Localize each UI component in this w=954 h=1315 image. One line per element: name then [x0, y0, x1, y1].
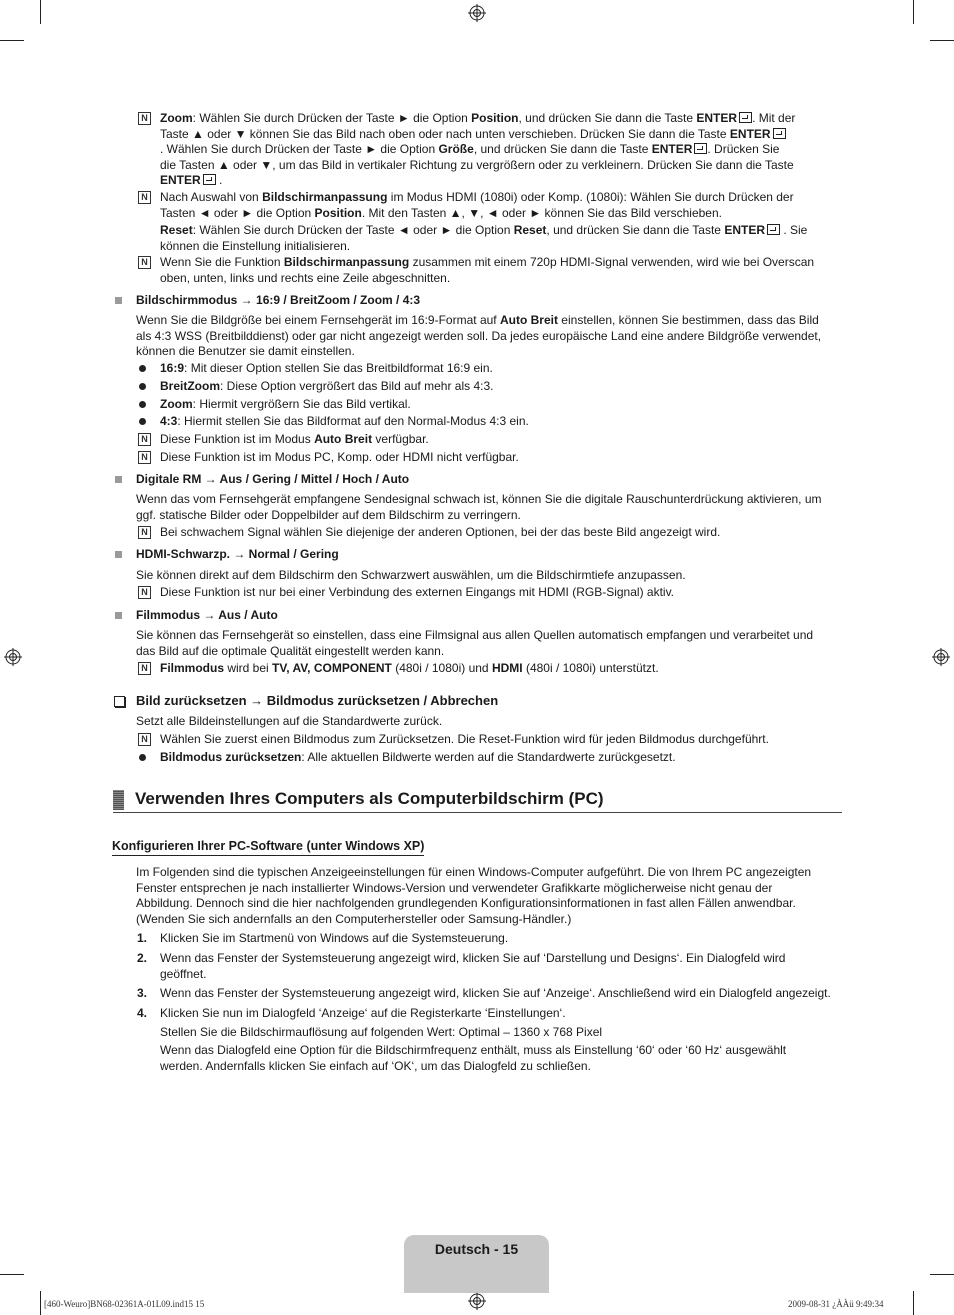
digitale-rm-note: Bei schwachem Signal wählen Sie diejenige der anderen Optionen, bei der das beste Bild angezeigt wird. [160, 525, 721, 539]
filmmodus-heading: Filmmodus → Aus / Auto [136, 608, 278, 622]
note-icon: N [138, 191, 151, 204]
step-number: 3. [137, 986, 148, 1000]
section-title: Verwenden Ihres Computers als Computerbildschirm (PC) [135, 789, 604, 808]
enter-key-icon [739, 112, 752, 123]
section-bullet [115, 476, 122, 483]
step-text: Klicken Sie nun im Dialogfeld ‘Anzeige‘ auf die Registerkarte ‘Einstellungen‘. Stellen Sie die Bildschirmauflösung auf folgenden Wert: Optimal – 1360 x 768 Pixel Wenn das Dialogfeld eine Option für die Bildschirmfrequenz enthält, muss als Einstellung ‘60‘ oder ‘60 Hz‘ ausgewählt werden. Andernfalls klicken Sie einfach auf ‘OK‘, um das Dialogfeld zu schließen. [160, 1006, 787, 1073]
enter-key-icon [773, 128, 786, 139]
registration-mark-icon [468, 4, 486, 22]
print-slug-right: 2009-08-31 ¿ÀÀü 9:49:34 [788, 1299, 884, 1309]
bullet-dot [139, 418, 146, 425]
crop-mark [0, 1274, 24, 1275]
crop-mark [930, 40, 954, 41]
note-icon: N [138, 112, 151, 125]
bullet-dot [139, 754, 146, 761]
hdmi-schwarzpegel-heading: HDMI-Schwarzp. → Normal / Gering [136, 547, 339, 561]
registration-mark-icon [932, 648, 950, 666]
auto-breit-note: Diese Funktion ist im Modus Auto Breit verfügbar. [160, 432, 429, 446]
list-item: 4:3: Hiermit stellen Sie das Bildformat auf den Normal-Modus 4:3 ein. [160, 414, 529, 428]
pc-intro-text: Im Folgenden sind die typischen Anzeigeeinstellungen für einen Windows-Computer aufgeführt. Die von Ihrem PC angezeigten Fenster entsprechen je nach installierter Windows-Version und verwendeter Grafikkarte möglicherweise nicht genau der Abbildung. Dennoch sind die hier nachfolgenden grundlegenden Konfigurationsinformationen in fast allen Fällen anwendbar. (Wenden Sie sich andernfalls an den Computerhersteller oder Samsung-Händler.) [136, 865, 812, 926]
note-icon: N [138, 662, 151, 675]
step-number: 4. [137, 1006, 148, 1020]
print-slug-left: [460-Weuro]BN68-02361A-01L09.ind15 15 [44, 1299, 205, 1309]
hdmi-schwarzpegel-text: Sie können direkt auf dem Bildschirm den Schwarzwert auswählen, um die Bildschirmtiefe anzupassen. [136, 568, 686, 582]
crop-mark [40, 0, 41, 24]
section-rule [113, 812, 842, 813]
step-number: 2. [137, 951, 148, 965]
enter-key-icon [203, 174, 216, 185]
page-number: Deutsch - 15 [434, 1241, 519, 1257]
note-icon: N [138, 256, 151, 269]
bildschirmmodus-text: Wenn Sie die Bildgröße bei einem Fernsehgerät im 16:9-Format auf Auto Breit einstellen, können Sie bestimmen, dass das Bild als 4:3 WSS (Breitbilddienst) oder gar nicht angezeigt werden soll. Da jedes europäische Land eine andere Bildgröße verwendet, können die Benutzer sie damit einstellen. [136, 313, 822, 358]
list-item: Bildmodus zurücksetzen: Alle aktuellen Bildwerte werden auf die Standardwerte zurückgesetzt. [160, 750, 676, 764]
list-item: BreitZoom: Diese Option vergrößert das Bild auf mehr als 4:3. [160, 379, 494, 393]
filmmodus-text: Sie können das Fernsehgerät so einstellen, dass eine Filmsignal aus allen Quellen automatisch empfangen und verarbeitet und das Bild auf die optimale Qualität eingestellt werden kann. [136, 628, 814, 658]
note-icon: N [138, 733, 151, 746]
section-title-bar [113, 790, 124, 810]
bullet-dot [139, 383, 146, 390]
note-icon: N [138, 451, 151, 464]
bullet-dot [139, 401, 146, 408]
list-item: Zoom: Hiermit vergrößern Sie das Bild vertikal. [160, 397, 411, 411]
subsection-title: Konfigurieren Ihrer PC-Software (unter Windows XP) [112, 839, 424, 856]
step-number: 1. [137, 931, 148, 945]
enter-key-icon [694, 143, 707, 154]
registration-mark-icon [468, 1292, 486, 1310]
crop-mark [930, 1274, 954, 1275]
section-bullet [115, 551, 122, 558]
step-text: Klicken Sie im Startmenü von Windows auf die Systemsteuerung. [160, 931, 509, 945]
digitale-rm-text: Wenn das vom Fernsehgerät empfangene Sendesignal schwach ist, können Sie die digitale Rauschunterdrückung aktivieren, um ggf. statische Bilder oder Doppelbilder auf dem Bildschirm zu verringern. [136, 492, 822, 522]
crop-mark [0, 40, 24, 41]
crop-mark [40, 1291, 41, 1315]
bildschirmanpassung-note: Nach Auswahl von Bildschirmanpassung im Modus HDMI (1080i) oder Komp. (1080i): Wählen Sie durch Drücken der Tasten ◄ oder ► die Option Position. Mit den Tasten ▲, ▼, ◄ oder ► können Sie das Bild verschieben. Reset: Wählen Sie durch Drücken der Taste ◄ oder ► die Option Reset, und drücken Sie dann die Taste ENTER . Sie können die Einstellung initialisieren. [160, 190, 808, 253]
registration-mark-icon [4, 648, 22, 666]
digitale-rm-heading: Digitale RM → Aus / Gering / Mittel / Hoch / Auto [136, 472, 410, 486]
pc-not-available-note: Diese Funktion ist im Modus PC, Komp. oder HDMI nicht verfügbar. [160, 450, 519, 464]
note-icon: N [138, 526, 151, 539]
bild-zuruecksetzen-heading: Bild zurücksetzen → Bildmodus zurücksetzen / Abbrechen [136, 693, 499, 708]
hdmi-schwarzpegel-note: Diese Funktion ist nur bei einer Verbindung des externen Eingangs mit HDMI (RGB-Signal) aktiv. [160, 585, 675, 599]
note-icon: N [138, 433, 151, 446]
filmmodus-note: Filmmodus wird bei TV, AV, COMPONENT (480i / 1080i) und HDMI (480i / 1080i) unterstützt. [160, 661, 659, 675]
section-bullet [115, 297, 122, 304]
note-icon: N [138, 586, 151, 599]
crop-mark [913, 0, 914, 24]
step-text: Wenn das Fenster der Systemsteuerung angezeigt wird, klicken Sie auf ‘Darstellung und Designs‘. Ein Dialogfeld wird geöffnet. [160, 951, 786, 981]
crop-mark [913, 1291, 914, 1315]
list-item: 16:9: Mit dieser Option stellen Sie das Breitbildformat 16:9 ein. [160, 361, 493, 375]
bildschirmmodus-heading: Bildschirmmodus → 16:9 / BreitZoom / Zoom / 4:3 [136, 293, 421, 307]
step-text: Wenn das Fenster der Systemsteuerung angezeigt wird, klicken Sie auf ‘Anzeige‘. Anschließend wird ein Dialogfeld angezeigt. [160, 986, 831, 1000]
section-bullet [115, 612, 122, 619]
checkbox-icon [114, 696, 125, 707]
overscan-note: Wenn Sie die Funktion Bildschirmanpassung zusammen mit einem 720p HDMI-Signal verwenden, wird wie bei Overscan oben, unten, links und rechts eine Zeile abgeschnitten. [160, 255, 815, 285]
bild-zuruecksetzen-note: Wählen Sie zuerst einen Bildmodus zum Zurücksetzen. Die Reset-Funktion wird für jeden Bildmodus durchgeführt. [160, 732, 769, 746]
bild-zuruecksetzen-text: Setzt alle Bildeinstellungen auf die Standardwerte zurück. [136, 714, 443, 728]
bullet-dot [139, 365, 146, 372]
zoom-note: Zoom: Wählen Sie durch Drücken der Taste ► die Option Position, und drücken Sie dann die Taste ENTER . Mit der Taste ▲ oder ▼ können Sie das Bild nach oben oder nach unten verschieben. Drücken Sie dann die Taste ENTER . Wählen Sie durch Drücken der Taste ► die Option Größe, und drücken Sie dann die Taste ENTER . Drücken Sie die Tasten ▲ oder ▼, um das Bild in vertikaler Richtung zu vergrößern oder zu verkleinern. Drücken Sie dann die Taste ENTER . [160, 111, 796, 187]
enter-key-icon [767, 224, 780, 235]
